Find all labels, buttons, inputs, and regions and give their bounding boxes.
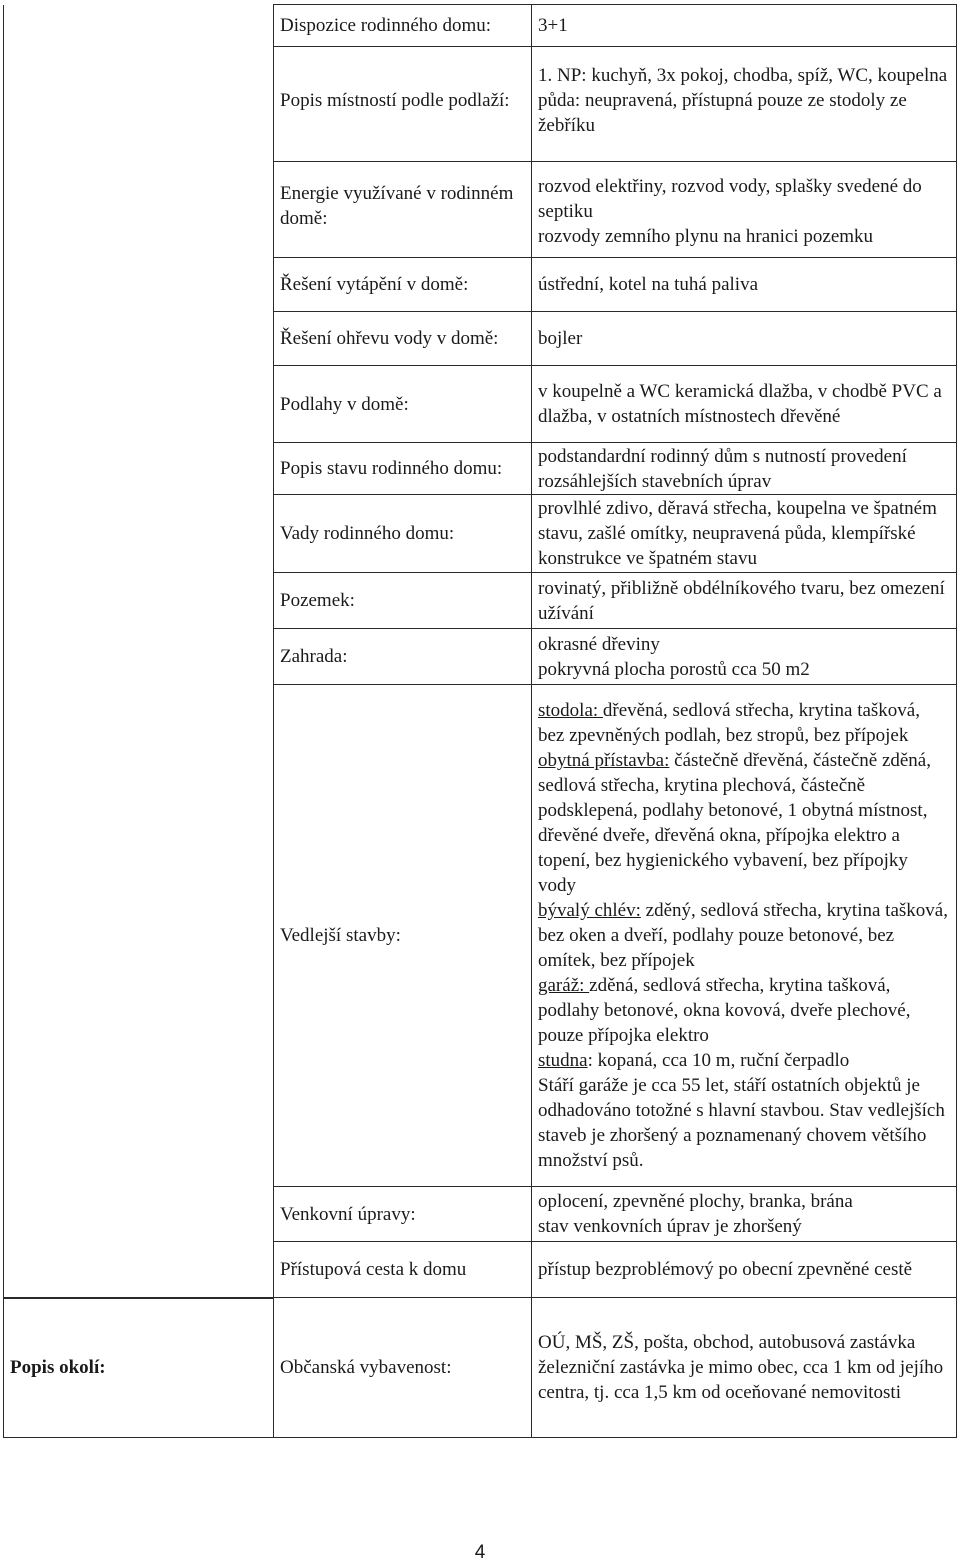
energy-line: rozvody zemního plynu na hranici pozemku — [538, 226, 874, 247]
rooms-line: 1. NP: kuchyň, 3x pokoj, chodba, spíž, WC, koupelna — [538, 65, 948, 86]
stable-title: bývalý chlév: — [538, 900, 641, 921]
disposition-label: Dispozice rodinného domu: — [274, 5, 532, 47]
civic-line: železniční zastávka je mimo obec, cca 1 km od jejího centra, tj. cca 1,5 km od oceňované nemovitosti — [538, 1357, 944, 1403]
exterior-value — [532, 1187, 957, 1242]
barn-entry — [538, 698, 950, 748]
garage-entry — [538, 973, 950, 1048]
outbuildings-note: Stáří garáže je cca 55 let, stáří ostatních objektů je odhadováno totožné s hlavní stavbou. Stav vedlejších staveb je zhoršený a poznamenaný chovem většího množství psů. — [538, 1075, 945, 1171]
annex-text: částečně dřevěná, částečně zděná, sedlová střecha, krytina plechová, částečně podsklepená, podlahy betonové, 1 obytná místnost, dřevěné dveře, dřevěná okna, přípojka elektro a topení, bez hygienického vybavení, bez přípojky vody — [538, 750, 931, 896]
garden-line: okrasné dřeviny — [538, 633, 660, 655]
stable-text: zděný, sedlová střecha, krytina tašková, bez oken a dveří, podlahy pouze betonové, bez omítek, bez přípojek — [538, 900, 948, 971]
annex-entry — [538, 748, 950, 898]
condition-label: Popis stavu rodinného domu: — [274, 443, 532, 495]
outbuildings-value — [532, 685, 957, 1187]
well-title: studna — [538, 1050, 588, 1071]
civic-value — [532, 1298, 957, 1438]
heating-value: ústřední, kotel na tuhá paliva — [532, 258, 957, 312]
garden-value — [532, 629, 957, 685]
energy-value — [532, 162, 957, 258]
land-label: Pozemek: — [274, 573, 532, 629]
well-text: : kopaná, cca 10 m, ruční čerpadlo — [587, 1050, 850, 1071]
land-value: rovinatý, přibližně obdélníkového tvaru, bez omezení užívání — [532, 573, 957, 629]
civic-label: Občanská vybavenost: — [274, 1298, 532, 1438]
energy-line: rozvod elektřiny, rozvod vody, splašky svedené do septiku — [538, 176, 922, 222]
well-entry — [538, 1048, 950, 1073]
barn-title: stodola: — [538, 700, 603, 721]
left-margin-cell — [4, 5, 274, 1298]
civic-line: OÚ, MŠ, ZŠ, pošta, obchod, autobusová zastávka — [538, 1332, 916, 1353]
access-label: Přístupová cesta k domu — [274, 1242, 532, 1298]
hot-water-value: bojler — [532, 312, 957, 366]
outbuildings-label: Vedlejší stavby: — [274, 685, 532, 1187]
floors-value: v koupelně a WC keramická dlažba, v chodbě PVC a dlažba, v ostatních místnostech dřevěné — [532, 366, 957, 443]
garden-line: pokryvná plocha porostů cca 50 m2 — [538, 658, 810, 680]
defects-label: Vady rodinného domu: — [274, 495, 532, 573]
access-value: přístup bezproblémový po obecní zpevněné cestě — [532, 1242, 957, 1298]
exterior-label: Venkovní úpravy: — [274, 1187, 532, 1242]
hot-water-label: Řešení ohřevu vody v domě: — [274, 312, 532, 366]
floors-label: Podlahy v domě: — [274, 366, 532, 443]
defects-value: provlhlé zdivo, děravá střecha, koupelna ve špatném stavu, zašlé omítky, neupravená půda, klempířské konstrukce ve špatném stavu — [532, 495, 957, 573]
heating-label: Řešení vytápění v domě: — [274, 258, 532, 312]
garage-text: zděná, sedlová střecha, krytina tašková, podlahy betonové, okna kovová, dveře plechové, pouze přípojka elektro — [538, 975, 911, 1046]
exterior-line: stav venkovních úprav je zhoršený — [538, 1216, 802, 1237]
property-description-table — [3, 4, 957, 1438]
rooms-label: Popis místností podle podlaží: — [274, 47, 532, 162]
condition-value: podstandardní rodinný dům s nutností provedení rozsáhlejších stavebních úprav — [532, 443, 957, 495]
stable-entry — [538, 898, 950, 973]
annex-title: obytná přístavba: — [538, 750, 670, 771]
barn-text: dřevěná, sedlová střecha, krytina tašková, bez zpevněných podlah, bez stropů, bez přípojek — [538, 700, 920, 746]
disposition-value: 3+1 — [532, 5, 957, 47]
garage-title: garáž: — [538, 975, 590, 996]
rooms-line: půda: neupravená, přístupná pouze ze stodoly ze žebříku — [538, 90, 907, 136]
exterior-line: oplocení, zpevněné plochy, branka, brána — [538, 1191, 853, 1212]
page-number: 4 — [474, 1542, 486, 1563]
rooms-value — [532, 47, 957, 162]
energy-label: Energie využívané v rodinném domě: — [274, 162, 532, 258]
surroundings-label: Popis okolí: — [4, 1298, 274, 1438]
garden-label: Zahrada: — [274, 629, 532, 685]
